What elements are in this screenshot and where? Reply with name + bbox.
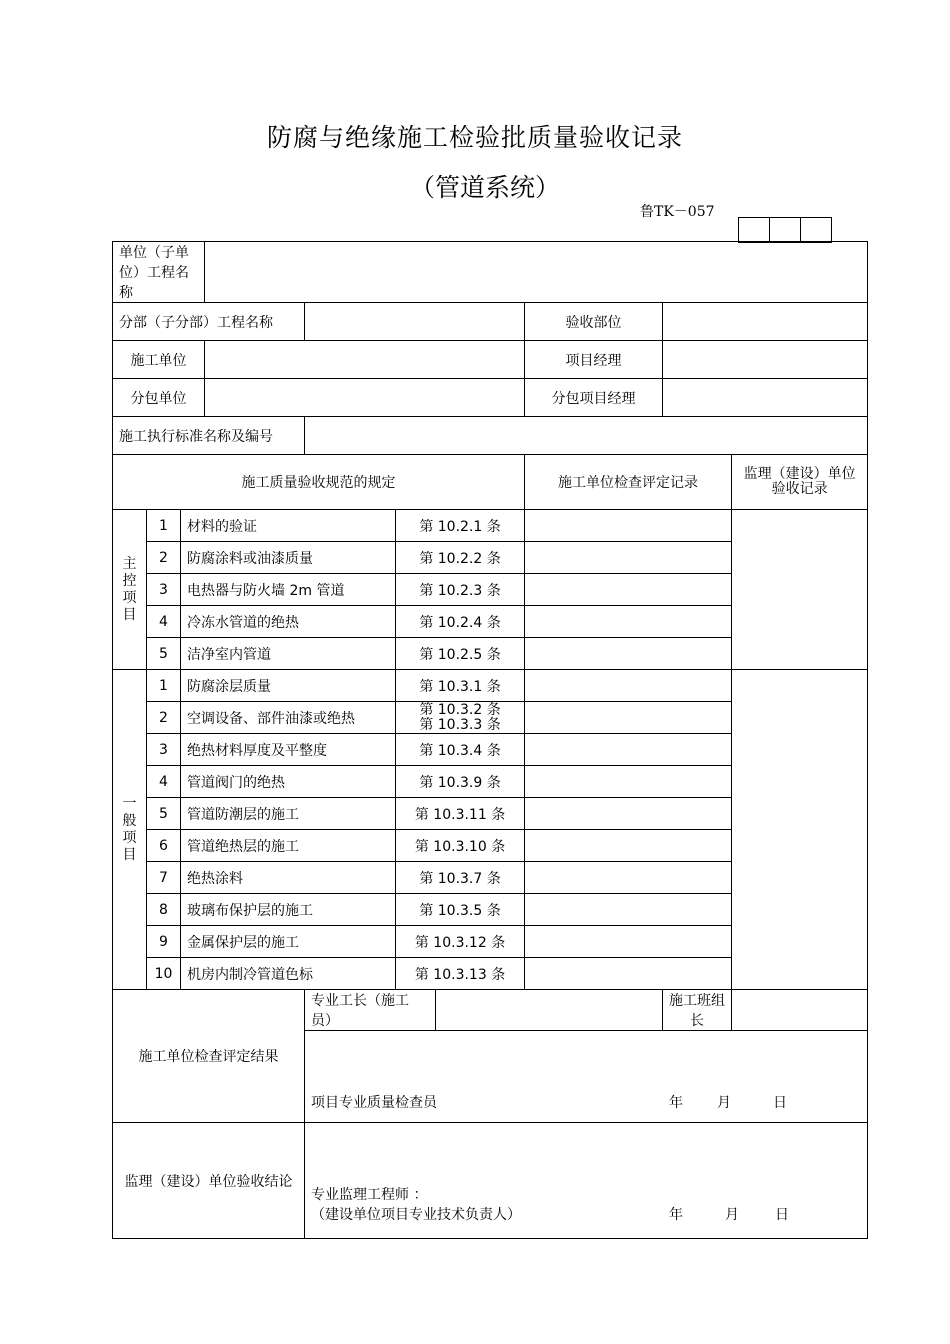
item-name: 冷冻水管道的绝热 [181, 606, 396, 638]
item-name: 防腐涂料或油漆质量 [181, 542, 396, 574]
label-project-manager: 项目经理 [525, 341, 663, 379]
general-items-label: 一 般 项 目 [113, 670, 147, 990]
check-record-cell[interactable] [525, 958, 732, 990]
label-unit-project-name: 单位（子单位）工程名称 [113, 242, 205, 303]
header-supervision-record [732, 455, 868, 510]
acceptance-record-table [112, 241, 868, 1239]
check-record-cell[interactable] [525, 574, 732, 606]
item-clause: 第 10.3.12 条 [396, 926, 525, 958]
item-name: 管道阀门的绝热 [181, 766, 396, 798]
item-clause: 第 10.3.9 条 [396, 766, 525, 798]
item-clause: 第 10.2.5 条 [396, 638, 525, 670]
input-acceptance-part[interactable] [663, 303, 868, 341]
item-number: 3 [147, 574, 181, 606]
item-number: 3 [147, 734, 181, 766]
input-foreman[interactable] [436, 990, 663, 1031]
input-team-leader[interactable] [732, 990, 868, 1031]
check-record-cell[interactable] [525, 670, 732, 702]
item-number: 8 [147, 894, 181, 926]
item-name: 防腐涂层质量 [181, 670, 396, 702]
date-month: 月 [717, 1095, 732, 1111]
label-subdivision-name: 分部（子分部）工程名称 [113, 303, 305, 341]
item-number: 9 [147, 926, 181, 958]
item-clause: 第 10.3.1 条 [396, 670, 525, 702]
input-construction-unit[interactable] [205, 341, 525, 379]
page-title: 防腐与绝缘施工检验批质量验收记录 [266, 123, 683, 152]
construction-result-signature[interactable] [305, 1031, 868, 1123]
item-number: 2 [147, 542, 181, 574]
check-record-cell[interactable] [525, 702, 732, 734]
date-month: 月 [725, 1207, 740, 1223]
supervision-record-main[interactable] [732, 510, 868, 670]
item-name: 玻璃布保护层的施工 [181, 894, 396, 926]
item-number: 7 [147, 862, 181, 894]
check-record-cell[interactable] [525, 798, 732, 830]
serial-number-boxes [739, 217, 832, 243]
item-clause: 第 10.2.3 条 [396, 574, 525, 606]
item-clause: 第 10.3.5 条 [396, 894, 525, 926]
input-subcontract-manager[interactable] [663, 379, 868, 417]
label-subcontract-unit: 分包单位 [113, 379, 205, 417]
item-clause: 第 10.3.7 条 [396, 862, 525, 894]
label-construction-unit: 施工单位 [113, 341, 205, 379]
label-supervisor: 专业监理工程师 ： [311, 1187, 428, 1203]
check-record-cell[interactable] [525, 862, 732, 894]
item-number: 1 [147, 510, 181, 542]
item-name: 管道防潮层的施工 [181, 798, 396, 830]
check-record-cell[interactable] [525, 638, 732, 670]
label-quality-inspector: 项目专业质量检查员 [311, 1095, 438, 1111]
item-clause: 第 10.3.13 条 [396, 958, 525, 990]
check-record-cell[interactable] [525, 926, 732, 958]
header-supervision-line2: 验收记录 [771, 481, 828, 497]
item-name: 电热器与防火墙 2m 管道 [181, 574, 396, 606]
item-clause: 第 10.2.1 条 [396, 510, 525, 542]
supervision-conclusion-signature[interactable] [305, 1123, 868, 1239]
label-foreman: 专业工长（施工员） [305, 990, 436, 1031]
label-standard-name: 施工执行标准名称及编号 [113, 417, 305, 455]
item-name: 空调设备、部件油漆或绝热 [181, 702, 396, 734]
check-record-cell[interactable] [525, 542, 732, 574]
label-supervision-conclusion: 监理（建设）单位验收结论 [113, 1123, 305, 1239]
item-clause-line1: 第 10.3.2 条 [419, 701, 501, 718]
header-check-record: 施工单位检查评定记录 [525, 455, 732, 510]
item-number: 2 [147, 702, 181, 734]
label-construction-result: 施工单位检查评定结果 [113, 990, 305, 1123]
main-control-label: 主 控 项 目 [113, 510, 147, 670]
label-acceptance-part: 验收部位 [525, 303, 663, 341]
item-clause: 第 10.3.11 条 [396, 798, 525, 830]
form-code: 鲁TK－057 [640, 204, 715, 220]
input-unit-project-name[interactable] [205, 242, 868, 303]
serial-box[interactable] [738, 217, 770, 243]
header-supervision-line1: 监理（建设）单位 [743, 466, 856, 482]
check-record-cell[interactable] [525, 734, 732, 766]
item-clause: 第 10.3.10 条 [396, 830, 525, 862]
item-clause [396, 702, 525, 734]
date-day: 日 [775, 1207, 790, 1223]
item-clause: 第 10.3.4 条 [396, 734, 525, 766]
item-number: 10 [147, 958, 181, 990]
item-clause: 第 10.2.2 条 [396, 542, 525, 574]
item-name: 机房内制冷管道色标 [181, 958, 396, 990]
check-record-cell[interactable] [525, 894, 732, 926]
check-record-cell[interactable] [525, 766, 732, 798]
item-number: 6 [147, 830, 181, 862]
item-number: 1 [147, 670, 181, 702]
label-construction-tech-lead: （建设单位项目专业技术负责人） [311, 1207, 522, 1223]
check-record-cell[interactable] [525, 606, 732, 638]
input-standard-name[interactable] [305, 417, 868, 455]
item-clause-line2: 第 10.3.3 条 [419, 716, 501, 733]
input-subcontract-unit[interactable] [205, 379, 525, 417]
item-number: 5 [147, 798, 181, 830]
date-day: 日 [773, 1095, 788, 1111]
item-number: 4 [147, 606, 181, 638]
input-project-manager[interactable] [663, 341, 868, 379]
item-name: 绝热涂料 [181, 862, 396, 894]
label-team-leader: 施工班组长 [663, 990, 732, 1031]
item-name: 材料的验证 [181, 510, 396, 542]
serial-box[interactable] [769, 217, 801, 243]
input-subdivision-name[interactable] [305, 303, 525, 341]
label-subcontract-manager: 分包项目经理 [525, 379, 663, 417]
header-spec: 施工质量验收规范的规定 [113, 455, 525, 510]
item-name: 金属保护层的施工 [181, 926, 396, 958]
check-record-cell[interactable] [525, 830, 732, 862]
item-number: 4 [147, 766, 181, 798]
item-name: 绝热材料厚度及平整度 [181, 734, 396, 766]
check-record-cell[interactable] [525, 510, 732, 542]
page-subtitle: （管道系统） [409, 173, 560, 202]
serial-box[interactable] [800, 217, 832, 243]
item-clause: 第 10.2.4 条 [396, 606, 525, 638]
item-name: 洁净室内管道 [181, 638, 396, 670]
item-number: 5 [147, 638, 181, 670]
item-name: 管道绝热层的施工 [181, 830, 396, 862]
date-year: 年 [669, 1095, 684, 1111]
date-year: 年 [669, 1207, 684, 1223]
supervision-record-general[interactable] [732, 670, 868, 990]
